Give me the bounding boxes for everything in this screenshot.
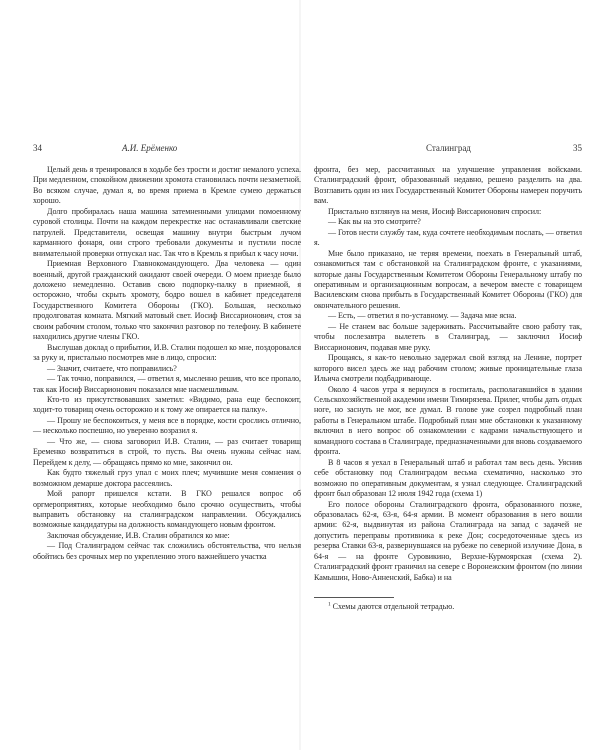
paragraph: — Под Сталинградом сейчас так сложились обстоятельства, что нельзя обойтись без срочных мер по укреплению этого важнейшего участка <box>33 541 301 561</box>
footnote-marker: 1 <box>328 601 331 608</box>
right-running-head: Сталинград <box>426 143 471 153</box>
left-running-head: А.И. Ерёменко <box>122 143 178 153</box>
paragraph: Кто-то из присутствовавших заметил: «Видимо, рана еще беспокоит, ходит-то товарищ очень осторожно и к тому же опирается на палку». <box>33 394 301 415</box>
paragraph: Как будто тяжелый груз упал с моих плеч; мучившие меня сомнения о возможном демарше доктора рассеялись. <box>33 468 301 488</box>
left-page-header <box>33 143 301 157</box>
paragraph: Долго пробиралась наша машина затемненными улицами помоенному суровой столицы. Почти на каждом перекрестке нас останавливали светские патрулей. Представители, освещая машину внутри быстрым лучом карманного фонаря, они строго требовали документы и пустили после внимательной проверки отпускал нас. Так что в Кремль я прибыл к часу ночи. <box>33 206 301 258</box>
paragraph: Пристально взглянув на меня, Иосиф Виссарионович спросил: <box>328 206 542 216</box>
paragraph: — Что же, — снова заговорил И.В. Сталин, — раз считает товарищ Еременко возвратиться в строй, то пусть. Вы очень нужны сейчас нам. Перейдем к делу, — обращаясь прямо ко мне, закончил он. <box>33 436 301 467</box>
footnote-rule <box>314 597 394 598</box>
paragraph: Выслушав доклад о прибытии, И.В. Сталин подошел ко мне, поздоровался за руку и, пристально посмотрев мне в лицо, спросил: <box>33 342 301 363</box>
paragraph: — Как вы на это смотрите? <box>328 217 421 227</box>
paragraph: Заключая обсуждение, И.В. Сталин обратился ко мне: <box>47 530 230 540</box>
paragraph: Прощаясь, я как-то невольно задержал свой взгляд на Ленине, портрет которого висел здесь же над рабочим столом; живые проницательные глаза Ильича смотрели подбадривающе. <box>314 353 582 384</box>
paragraph: Целый день я тренировался в ходьбе без трости и достиг немалого успеха. При медленном, спокойном движении хромота становилась почти незаметной. Во всяком случае, думал я, во время приема в Кремле сумею держаться хорошо. <box>33 165 301 206</box>
paragraph: — Значит, считаете, что поправились? <box>47 363 177 373</box>
left-page-body <box>33 165 301 562</box>
left-page <box>33 143 301 562</box>
paragraph: — Не станем вас больше задерживать. Рассчитывайте свою работу так, чтобы послезавтра вылететь в Сталинград, — заключил Иосиф Виссарионович, подавая мне руку. <box>314 321 582 352</box>
paragraph: Его полосе обороны Сталинградского фронта, образованного позже, образовалась 62-я, 63-я, 64-я армии. В момент образования в него вошли армии: 62-я, выдвинутая из района Сталинграда на запад с задачей не допустить переправы противника к реке Дон; сосредоточенные здесь из резерва Ставки 63-я, развернувшаяся на рубеже по северной излучине Дона, в 64-я — на фронте Суровикино, Верхне-Курмоярская (схема 2). Сталинградский фронт граничил на севере с Воронежским фронтом (по линии Камышин, Ново-Анненский, Бабка) и на <box>314 499 582 582</box>
right-page-body <box>314 165 582 613</box>
paragraph: — Прошу не беспокоиться, у меня все в порядке, кости срослись отлично, — несколько поспешно, но уверенно возразил я. <box>33 415 301 436</box>
paragraph: фронта, без мер, рассчитанных на улучшение управления войсками. Сталинградский фронт, образованный недавно, решено разделить на два. Возглавить один из них Государственный Комитет Обороны намерен поручить вам. <box>314 165 582 206</box>
paragraph: — Готов нести службу там, куда сочтете необходимым послать, — ответил я. <box>314 227 582 248</box>
paragraph: Приемная Верховного Главнокомандующего. Два человека — один военный, другой гражданский ожидают своей очереди. О моем приезде было доложено немедленно. Оставив свою подпорку-палку в приемной, я осторожно, чтобы скрыть хромоту, бодро вошел в кабинет председателя Государственного Комитета Обороны (ГКО). Большая, несколько продолговатая комната. Мягкий матовый свет. Иосиф Виссарионович, стоя за своим рабочим столом, только что закончил разговор по телефону. В кабинете находились другие члены ГКО. <box>33 259 301 342</box>
paragraph: Мой рапорт пришелся кстати. В ГКО решался вопрос об оргмероприятиях, которые необходимо было срочно осуществить, чтобы выправить обстановку на сталинградском направлении. Обсуждались возможные кандидатуры на должность командующего новым фронтом. <box>33 489 301 530</box>
paragraph: Мне было приказано, не теряя времени, поехать в Генеральный штаб, ознакомиться там с обстановкой на Сталинградском фронте, с указаниями, которые даны Государственным Комитетом Обороны Генеральному штабу по оперативным и организационным вопросам, а вечером вместе с товарищем Василевским снова прибыть в Государственный Комитет Обороны (ГКО) для окончательного решения. <box>314 248 582 310</box>
right-page <box>314 143 582 613</box>
footnote <box>314 602 582 612</box>
paragraph: Около 4 часов утра я вернулся в госпиталь, располагавшийся в здании Сельскохозяйственной академии имени Тимирязева. Прилег, чтобы дать отдых ноге, но заснуть не мог, все думал. В голове уже созрел подробный план работы в Генеральном штабе. Подробный план мне обстановки к указанному включил в него вопрос об ознакомлении с кадрами начальствующего и командного состава в Сталинграде, предназначенными для вновь создаваемого фронта. <box>314 384 582 457</box>
paragraph: — Есть, — ответил я по-уставному. — Задача мне ясна. <box>328 311 517 321</box>
left-page-number: 34 <box>33 143 42 153</box>
right-page-header <box>314 143 582 157</box>
paragraph: В 8 часов я уехал в Генеральный штаб и работал там весь день. Уяснив себе обстановку под Сталинградом весьма схематично, насколько это возможно по оперативным документам, я узнал следующее. Сталинградский фронт был образован 12 июля 1942 года (схема 1) <box>314 457 582 499</box>
footnote-text: Схемы даются отдельной тетрадью. <box>332 602 455 612</box>
right-page-number: 35 <box>573 143 582 153</box>
paragraph: — Так точно, поправился, — ответил я, мысленно решив, что все пропало, так как Иосиф Виссарионович показался мне насмешливым. <box>33 374 301 394</box>
